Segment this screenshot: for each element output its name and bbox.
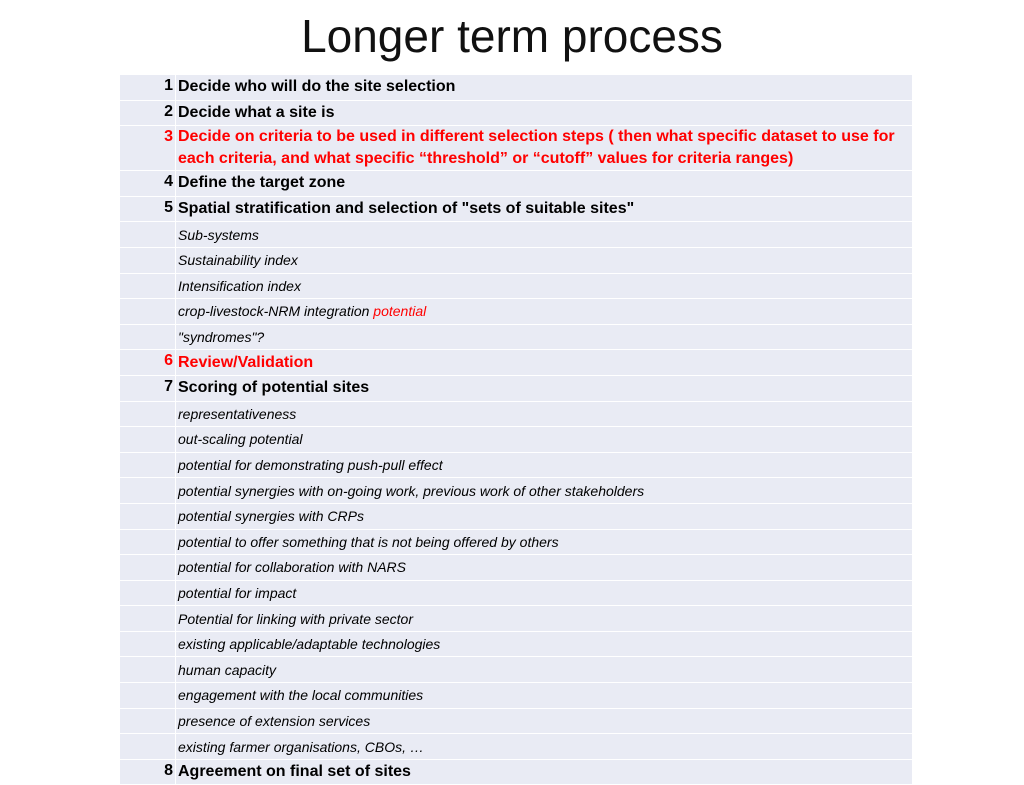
sub-item-text: potential to offer something that is not being offered by others bbox=[176, 529, 913, 555]
table-row bbox=[120, 401, 913, 427]
sub-item-text: existing applicable/adaptable technologies bbox=[176, 631, 913, 657]
table-row bbox=[120, 196, 913, 222]
table-row bbox=[120, 657, 913, 683]
step-text: Scoring of potential sites bbox=[176, 375, 913, 401]
sub-item-text: existing farmer organisations, CBOs, … bbox=[176, 734, 913, 760]
table-row bbox=[120, 126, 913, 171]
step-number: 2 bbox=[120, 100, 176, 126]
table-row bbox=[120, 478, 913, 504]
table-row bbox=[120, 427, 913, 453]
step-text: Spatial stratification and selection of "sets of suitable sites" bbox=[176, 196, 913, 222]
step-text: Decide on criteria to be used in different selection steps ( then what specific dataset to use for each criteria, and what specific “threshold” or “cutoff” values for criteria ranges) bbox=[176, 126, 913, 171]
empty-number-cell bbox=[120, 401, 176, 427]
empty-number-cell bbox=[120, 708, 176, 734]
step-text: Agreement on final set of sites bbox=[176, 759, 913, 785]
empty-number-cell bbox=[120, 606, 176, 632]
table-row bbox=[120, 100, 913, 126]
sub-item-text: Intensification index bbox=[176, 273, 913, 299]
step-text: Review/Validation bbox=[176, 350, 913, 376]
step-text: Define the target zone bbox=[176, 171, 913, 197]
table-row bbox=[120, 452, 913, 478]
table-row bbox=[120, 529, 913, 555]
table-row bbox=[120, 350, 913, 376]
step-number: 6 bbox=[120, 350, 176, 376]
sub-item-text: Potential for linking with private sector bbox=[176, 606, 913, 632]
table-row bbox=[120, 606, 913, 632]
step-number: 8 bbox=[120, 759, 176, 785]
table-row bbox=[120, 299, 913, 325]
table-row bbox=[120, 631, 913, 657]
empty-number-cell bbox=[120, 555, 176, 581]
table-row bbox=[120, 375, 913, 401]
step-text: Decide what a site is bbox=[176, 100, 913, 126]
table-row bbox=[120, 75, 913, 101]
empty-number-cell bbox=[120, 273, 176, 299]
sub-item-text: "syndromes"? bbox=[176, 324, 913, 350]
empty-number-cell bbox=[120, 478, 176, 504]
empty-number-cell bbox=[120, 683, 176, 709]
table-row bbox=[120, 247, 913, 273]
empty-number-cell bbox=[120, 324, 176, 350]
sub-item-text: Sub-systems bbox=[176, 222, 913, 248]
table-row bbox=[120, 580, 913, 606]
sub-item-text: presence of extension services bbox=[176, 708, 913, 734]
table-row bbox=[120, 759, 913, 785]
empty-number-cell bbox=[120, 222, 176, 248]
step-number: 5 bbox=[120, 196, 176, 222]
table-row bbox=[120, 734, 913, 760]
step-number: 1 bbox=[120, 75, 176, 101]
sub-item-text: Sustainability index bbox=[176, 247, 913, 273]
slide-title: Longer term process bbox=[301, 10, 723, 62]
step-number: 4 bbox=[120, 171, 176, 197]
process-table bbox=[119, 74, 913, 785]
sub-item-text: potential for collaboration with NARS bbox=[176, 555, 913, 581]
empty-number-cell bbox=[120, 503, 176, 529]
step-number: 3 bbox=[120, 126, 176, 171]
empty-number-cell bbox=[120, 299, 176, 325]
sub-item-text: potential for impact bbox=[176, 580, 913, 606]
empty-number-cell bbox=[120, 734, 176, 760]
sub-item-text: representativeness bbox=[176, 401, 913, 427]
empty-number-cell bbox=[120, 427, 176, 453]
table-row bbox=[120, 708, 913, 734]
table-row bbox=[120, 324, 913, 350]
table-row bbox=[120, 171, 913, 197]
empty-number-cell bbox=[120, 452, 176, 478]
sub-item-text: human capacity bbox=[176, 657, 913, 683]
step-number: 7 bbox=[120, 375, 176, 401]
sub-item-text: engagement with the local communities bbox=[176, 683, 913, 709]
table-row bbox=[120, 555, 913, 581]
table-row bbox=[120, 503, 913, 529]
empty-number-cell bbox=[120, 529, 176, 555]
sub-item-text: potential synergies with on-going work, previous work of other stakeholders bbox=[176, 478, 913, 504]
empty-number-cell bbox=[120, 580, 176, 606]
empty-number-cell bbox=[120, 657, 176, 683]
sub-item-text: crop-livestock-NRM integration bbox=[178, 303, 374, 320]
table-row bbox=[120, 273, 913, 299]
sub-item-text: out-scaling potential bbox=[176, 427, 913, 453]
sub-item-text: potential synergies with CRPs bbox=[176, 503, 913, 529]
table-row bbox=[120, 683, 913, 709]
sub-item-cell bbox=[176, 299, 913, 325]
empty-number-cell bbox=[120, 247, 176, 273]
highlighted-word: potential bbox=[373, 303, 427, 320]
empty-number-cell bbox=[120, 631, 176, 657]
table-row bbox=[120, 222, 913, 248]
step-text: Decide who will do the site selection bbox=[176, 75, 913, 101]
sub-item-text: potential for demonstrating push-pull effect bbox=[176, 452, 913, 478]
